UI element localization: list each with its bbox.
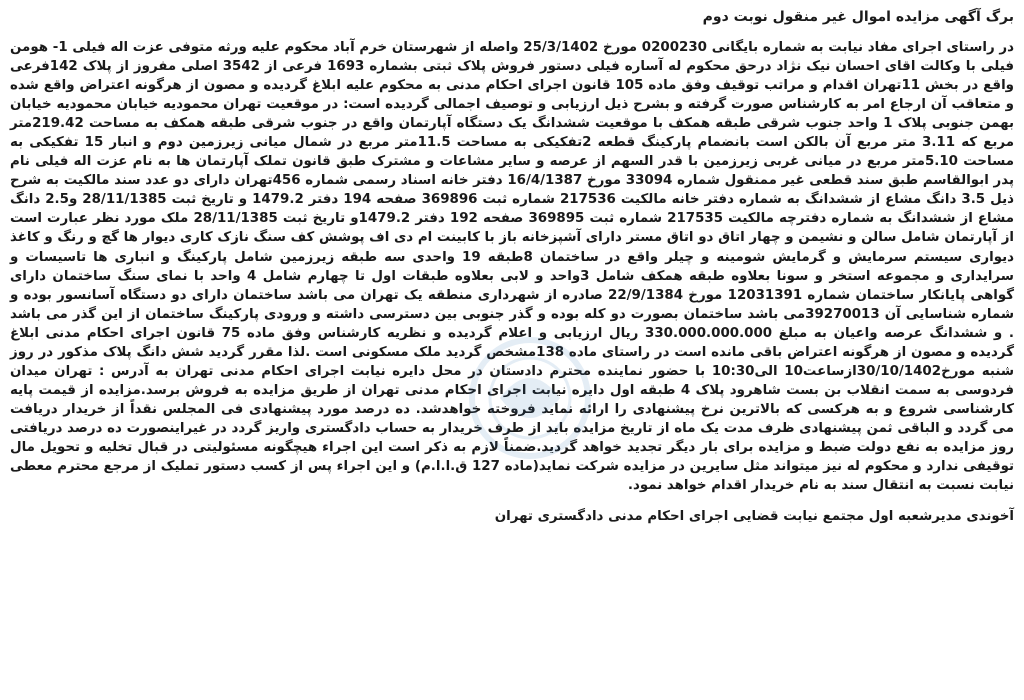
notice-body: در راستای اجرای مفاد نیابت به شماره بایگانی 0200230 مورخ 25/3/1402 واصله از شهرستان خرم آباد محکوم علیه ورثه متوفی عزت اله فیلی 1- هومن فیلی با وکالت اقای احسان نیک نژاد درحق محکوم له آساره فیلی دستور فروش پلاک ثبتی بشماره 1693 فرعی از 3542 اصلی مفروز از پلاک 142فرعی واقع در بخش 11تهران اقدام و مراتب توقیف وفق ماده 105 قانون اجرای احکام مدنی به محکوم علیه ابلاغ گردیده و مصون از هرگونه اعتراض واقع شده و متعاقب آن ارجاع امر به کارشناس صورت گرفته و بشرح ذیل ارزیابی و توصیف اجمالی گردیده است: در موقعیت تهران محمودیه خیابان محمودیه خیابان بهمن جنوبی پلاک 1 واحد جنوب شرقی طبقه همکف با موقعیت ششدانگ یک دستگاه آپارتمان واقع در جنوب شرقی طبقه همکف به مساحت 219.42متر مربع که 3.11 متر مربع آن بالکن است بانضمام پارکینگ قطعه 2تفکیکی به مساحت 11.5متر مربع در شمال میانی زیرزمین دوم و انبار 15 تفکیکی به مساحت 5.10متر مربع در میانی غربی زیرزمین با قدر السهم از عرصه و سایر مشاعات و مشترک طبق قانون تملک آپارتمان ها به نام عزت اله فیلی نام پدر ابوالقاسم طبق سند قطعی غیر ممنقول شماره 33094 مورخ 16/4/1387 دفتر خانه اسناد رسمی شماره 456تهران دارای دو عدد سند مالکیت به شرح ذیل 3.5 دانگ مشاع از ششدانگ به شماره دفتر خانه مالکیت 217536 شماره ثبت 369896 صفحه 194 دفتر 1479.2 و تاریخ ثبت 28/11/1385 و2.5 دانگ مشاع از ششدانگ به شماره دفترچه مالکیت 217535 شماره ثبت 369895 صفحه 192 دفتر 1479.2و تاریخ ثبت 28/11/1385 ملک مورد نظر عبارت است از آپارتمان شامل سالن و نشیمن و چهار اتاق دو اتاق مستر دارای آشپزخانه باز با کابینت ام دی اف پوشش کف سنگ نازک کاری دیوار ها گچ و رنگ و کاغذ دیواری سیستم سرمایش و گرمایش شومینه و چیلر واقع در ساختمان 8طبقه 19 واحدی سه طبقه زیرزمین شامل پارکینگ و انباری ها تاسیسات و سرایداری و مجموعه استخر و سونا بعلاوه طبقه همکف شامل 3واحد و لابی بعلاوه طبقات اول تا چهارم شامل 4 واحد با نمای سنگ ساختمان دارای گواهی پایانکار ساختمان شماره 12031391 مورخ 22/9/1384 صادره از شهرداری منطقه یک تهران می باشد ساختمان دارای دو دستگاه آسانسور بوده و شماره شناسایی آن 39270013می باشد ساختمان بصورت دو کله بوده و گذر جنوبی بین دسترسی داشته و ورودی پارکینگ ساختمان از این گذر می باشد . و ششدانگ عرصه واعیان به مبلغ 330.000.000.000 ریال ارزیابی و اعلام گردیده و نظریه کارشناس وفق ماده 75 قانون اجرای احکام مدنی ابلاغ گردیده و مصون از هرگونه اعتراض باقی مانده است در راستای ماده 138مشخص گردید ملک مسکونی است .لذا مقرر گردید شش دانگ پلاک مذکور در روز شنبه مورخ30/10/1402ازساعت10 الی10:30 با حضور نماینده محترم دادستان در محل دایره نیابت اجرای احکام مدنی تهران به آدرس : تهران میدان فردوسی به سمت انقلاب بن بست شاهرود پلاک 4 طبقه اول دایره نیابت اجرای احکام مدنی تهران از طریق مزایده به فروش برسد.مزایده از قیمت پایه کارشناسی شروع و به هرکسی که بالاترین نرخ پیشنهادی را ارائه نماید فروخته خواهدشد. ده درصد مورد پیشنهادی فی المجلس نقداً از خریدار دریافت می گردد و الباقی ثمن پیشنهادی ظرف مدت یک ماه از تاریخ مزایده باید از طرف خریدار به حساب دادگستری واریز گردد در غیراینصورت ده درصد دریافتی روز مزایده به نفع دولت ضبط و مزایده برای بار دیگر تجدید خواهد گردید.ضمناً لازم به ذکر است این اجراء هیچگونه مسئولیتی در قبال تخلیه و تحویل مال توقیفی ندارد و محکوم له نیز میتواند مثل سایرین در مزایده شرکت نماید(ماده 127 ق.ا.ا.م) و این اجراء پس از کسب دستور تملیک از مرجع محترم معطی نیابت نسبت به انتقال سند به نام خریدار اقدام خواهد نمود. bbox=[10, 40, 1015, 494]
auction-notice bbox=[10, 6, 1014, 694]
notice-title: برگ آگهی مزایده اموال غیر منقول نوبت دوم bbox=[702, 9, 1014, 25]
notice-signature: آخوندی مدیرشعبه اول مجتمع نیابت قضایی اجرای احکام مدنی دادگستری تهران bbox=[494, 509, 1014, 525]
